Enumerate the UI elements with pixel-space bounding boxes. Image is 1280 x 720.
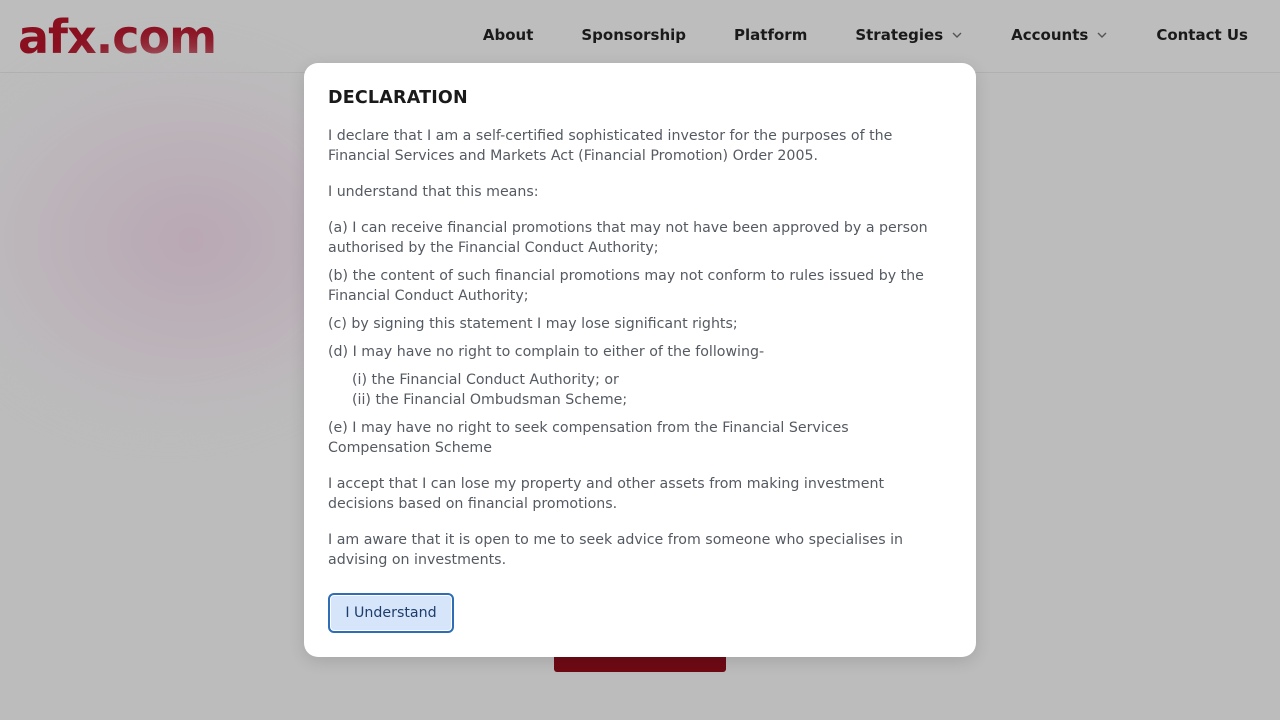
declaration-item-e: (e) I may have no right to seek compensation from the Financial Services Compensation Scheme bbox=[328, 420, 849, 456]
nav-item-label: Accounts bbox=[1011, 26, 1089, 44]
nav-item-strategies[interactable] bbox=[855, 26, 963, 44]
i-understand-button[interactable]: I Understand bbox=[328, 593, 454, 633]
declaration-intro: I declare that I am a self-certified sophisticated investor for the purposes of the Financial Services and Markets Act (Financial Promotion) Order 2005. bbox=[328, 128, 893, 164]
declaration-understand: I understand that this means: bbox=[328, 184, 539, 200]
nav-item-label: Strategies bbox=[855, 26, 944, 44]
chevron-down-icon bbox=[1096, 29, 1108, 41]
nav-item-label: Platform bbox=[734, 26, 808, 44]
declaration-item-a: (a) I can receive financial promotions that may not have been approved by a person authorised by the Financial Conduct Authority; bbox=[328, 220, 928, 256]
declaration-item-d: (d) I may have no right to complain to either of the following- bbox=[328, 344, 765, 360]
nav-item-label: Sponsorship bbox=[581, 26, 687, 44]
main-nav bbox=[483, 0, 1248, 70]
declaration-item-d-ii: (ii) the Financial Ombudsman Scheme; bbox=[352, 392, 628, 408]
nav-item-platform[interactable] bbox=[734, 26, 807, 44]
declaration-item-c: (c) by signing this statement I may lose significant rights; bbox=[328, 316, 738, 332]
declaration-aware: I am aware that it is open to me to seek advice from someone who specialises in advising on investments. bbox=[328, 532, 904, 568]
declaration-item-b: (b) the content of such financial promotions may not conform to rules issued by the Financial Conduct Authority; bbox=[328, 268, 924, 304]
modal-title: DECLARATION bbox=[328, 88, 468, 108]
nav-item-sponsorship[interactable] bbox=[581, 26, 686, 44]
declaration-item-d-i: (i) the Financial Conduct Authority; or bbox=[352, 372, 619, 388]
declaration-modal bbox=[304, 63, 976, 657]
chevron-down-icon bbox=[951, 29, 963, 41]
nav-item-about[interactable] bbox=[483, 26, 534, 44]
nav-item-label: Contact Us bbox=[1156, 26, 1248, 44]
nav-item-label: About bbox=[482, 26, 534, 44]
nav-item-accounts[interactable] bbox=[1011, 26, 1108, 44]
declaration-accept: I accept that I can lose my property and other assets from making investment decisions based on financial promotions. bbox=[328, 476, 885, 512]
nav-item-contact[interactable] bbox=[1156, 26, 1248, 44]
site-logo[interactable]: afx.com bbox=[18, 10, 217, 64]
